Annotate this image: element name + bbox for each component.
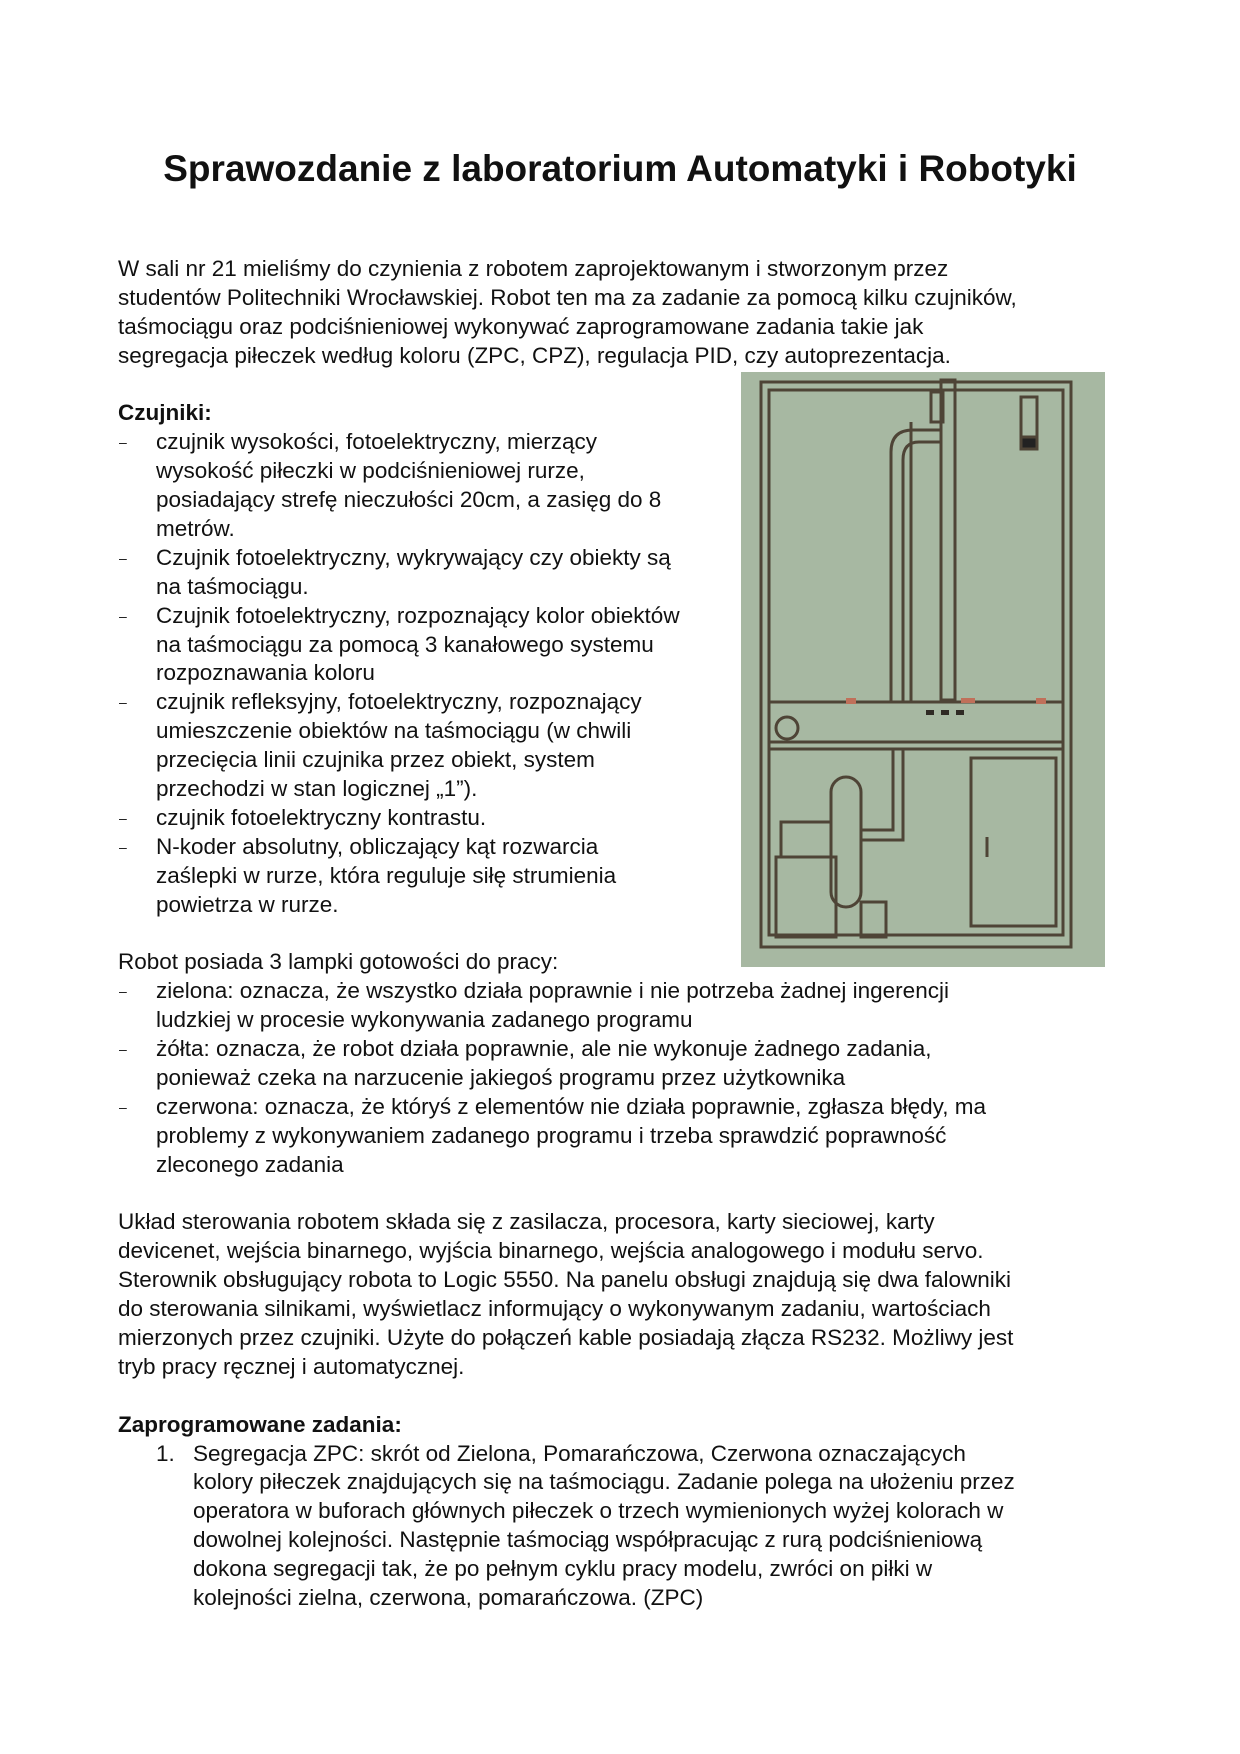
control-line: devicenet, wejścia binarnego, wyjścia binarnego, wejścia analogowego i modułu servo. [118, 1238, 984, 1264]
sensor-item-line: na taśmociągu. [156, 573, 309, 599]
lamp-item [118, 1035, 1017, 1093]
sensor-item-line: – N-koder absolutny, obliczający kąt rozwarcia [118, 833, 1017, 862]
bullet-dash: – [119, 1041, 127, 1058]
sensors-heading: Czujniki: [118, 400, 212, 426]
task-line: dokona segregacji tak, że po pełnym cyklu pracy modelu, zwróci on piłki w [193, 1556, 933, 1582]
sensor-item-line: – Czujnik fotoelektryczny, rozpoznający kolor obiektów [118, 602, 1017, 631]
bullet-dash: – [119, 549, 127, 566]
task-line: operatora w buforach głównych piłeczek o trzech wymienionych wyżej kolorach w [193, 1498, 1004, 1524]
sensor-item-line: zaślepki w rurze, która reguluje siłę strumienia [156, 862, 617, 888]
sensor-item-line: posiadający strefę nieczułości 20cm, a zasięg do 8 [156, 487, 662, 513]
sensor-item-line: powietrza w rurze. [156, 891, 339, 917]
control-line: Sterownik obsługujący robota to Logic 5550. Na panelu obsługi znajdują się dwa falowniki [118, 1267, 1012, 1293]
lamp-item-line: ponieważ czeka na narzucenie jakiegoś programu przez użytkownika [156, 1064, 846, 1090]
task-line: 1. Segregacja ZPC: skrót od Zielona, Pomarańczowa, Czerwona oznaczających [118, 1440, 1017, 1469]
bullet-dash: – [119, 983, 127, 1000]
sensor-item-line: metrów. [156, 516, 235, 542]
lamp-item-line: – czerwona: oznacza, że któryś z elementów nie działa poprawnie, zgłasza błędy, ma [118, 1093, 1017, 1122]
task-line: kolejności zielna, czerwona, pomarańczowa. (ZPC) [193, 1584, 704, 1610]
sensor-item-line: rozpoznawania koloru [156, 660, 375, 686]
bullet-dash: – [119, 838, 127, 855]
control-line: do sterowania silnikami, wyświetlacz informujący o wykonywanym zadaniu, wartościach [118, 1296, 991, 1322]
control-paragraph [118, 1208, 1017, 1381]
task-line: dowolnej kolejności. Następnie taśmociąg współpracując z rurą podciśnieniową [193, 1527, 983, 1553]
intro-line: W sali nr 21 mieliśmy do czynienia z robotem zaprojektowanym i stworzonym przez [118, 256, 949, 281]
lamp-item-line: ludzkiej w procesie wykonywania zadanego programu [156, 1007, 693, 1033]
intro-line: segregacja piłeczek według koloru (ZPC, CPZ), regulacja PID, czy autoprezentacja. [118, 342, 951, 368]
bullet-dash: – [119, 434, 127, 451]
lamp-item [118, 1093, 1017, 1180]
sensor-item-line: – czujnik fotoelektryczny kontrastu. [118, 804, 1017, 833]
intro-line: taśmociągu oraz podciśnieniowej wykonywać zaprogramowane zadania takie jak [118, 313, 924, 339]
lamps-list [118, 977, 1017, 1179]
bullet-dash: – [119, 809, 127, 826]
sensor-item-line: wysokość piłeczki w podciśnieniowej rurze, [156, 458, 585, 484]
sensor-item-line: na taśmociągu za pomocą 3 kanałowego systemu [156, 631, 654, 657]
lamp-item-line: problemy z wykonywaniem zadanego programu i trzeba sprawdzić poprawność [156, 1122, 947, 1148]
bullet-dash: – [119, 1098, 127, 1115]
bullet-dash: – [119, 694, 127, 711]
lamp-item [118, 977, 1017, 1035]
tasks-heading: Zaprogramowane zadania: [118, 1411, 402, 1437]
lamp-item-line: zleconego zadania [156, 1151, 344, 1177]
sensor-item-line: przechodzi w stan logicznej „1”). [156, 776, 478, 802]
page-title: Sprawozdanie z laboratorium Automatyki i Robotyki [163, 148, 1077, 189]
tasks-list [118, 1440, 1017, 1613]
control-line: tryb pracy ręcznej i automatycznej. [118, 1353, 465, 1379]
lamps-intro: Robot posiada 3 lampki gotowości do pracy: [118, 949, 559, 975]
sensor-item-line: przecięcia linii czujnika przez obiekt, system [156, 747, 595, 773]
intro-paragraph [118, 255, 1017, 371]
intro-line: studentów Politechniki Wrocławskiej. Robot ten ma za zadanie za pomocą kilku czujników, [118, 284, 1017, 310]
sensor-item-line: – czujnik wysokości, fotoelektryczny, mierzący [118, 428, 1017, 457]
task-number: 1. [156, 1440, 175, 1466]
sensor-item-line: – Czujnik fotoelektryczny, wykrywający czy obiekty są [118, 544, 1017, 573]
sensor-item-line: – czujnik refleksyjny, fotoelektryczny, rozpoznający [118, 688, 1017, 717]
control-line: Układ sterowania robotem składa się z zasilacza, procesora, karty sieciowej, karty [118, 1209, 935, 1235]
lamp-item-line: – żółta: oznacza, że robot działa poprawnie, ale nie wykonuje żadnego zadania, [118, 1035, 1017, 1064]
control-line: mierzonych przez czujniki. Użyte do połączeń kable posiadają złącza RS232. Możliwy jest [118, 1324, 1014, 1350]
robot-diagram-photo [741, 372, 1105, 967]
bullet-dash: – [119, 607, 127, 624]
task-line: kolory piłeczek znajdujących się na taśmociągu. Zadanie polega na ułożeniu przez [193, 1469, 1015, 1495]
lamp-item-line: – zielona: oznacza, że wszystko działa poprawnie i nie potrzeba żadnej ingerencji [118, 977, 1017, 1006]
task-item [118, 1440, 1017, 1613]
sensor-item-line: umieszczenie obiektów na taśmociągu (w chwili [156, 718, 632, 744]
